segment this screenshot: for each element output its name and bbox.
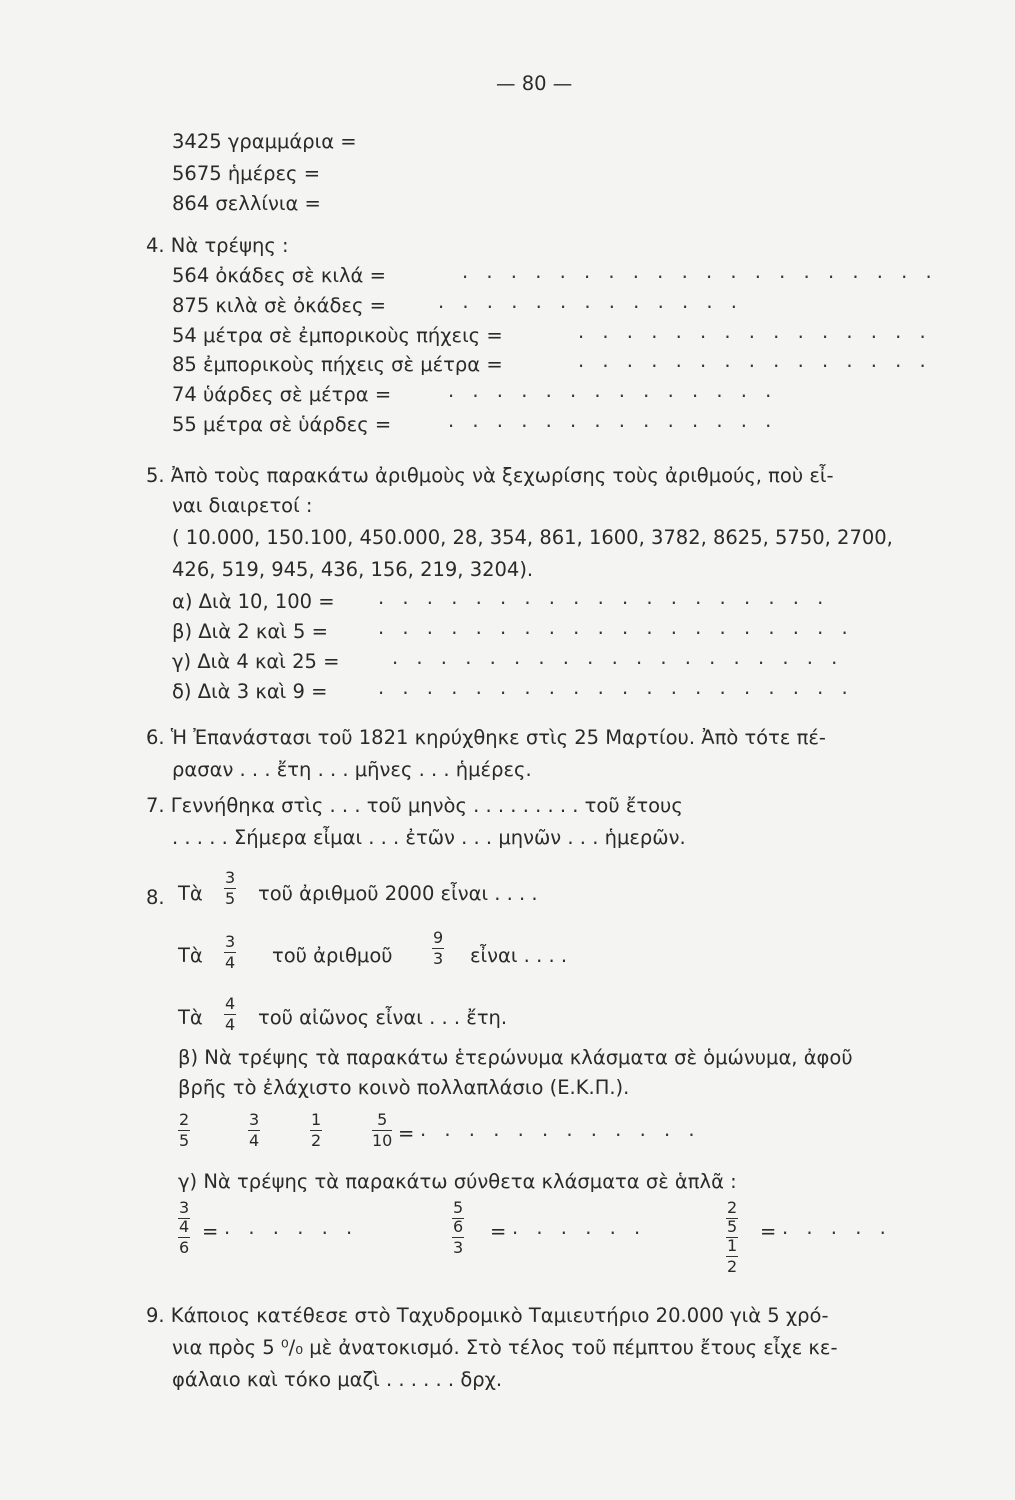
- ex8-row-1-fraction: $\frac{3}{5}$: [225, 868, 236, 908]
- exercise-6-line-2: ρασαν . . . ἔτη . . . μῆνες . . . ἡμέρες.: [172, 758, 532, 781]
- exercise-6-line-1: 6. Ἡ Ἐπανάστασι τοῦ 1821 κηρύχθηκε στὶς 25 Μαρτίου. Ἀπὸ τότε πέ-: [146, 726, 826, 749]
- ex4-row-6: 55 μέτρα σὲ ὑάρδες =: [172, 413, 392, 436]
- exercise-8c-line-1: γ) Νὰ τρέψης τὰ παρακάτω σύνθετα κλάσματα σὲ ἁπλᾶ :: [178, 1170, 737, 1193]
- ex4-row-6-dots: . . . . . . . . . . . . . .: [448, 409, 778, 432]
- ex8-row-2-text: εἶναι . . . .: [470, 944, 568, 967]
- conversion-line-grams: 3425 γραμμάρια =: [172, 130, 357, 153]
- ex4-row-1: 564 ὀκάδες σὲ κιλά =: [172, 264, 386, 287]
- ex5-row-b-dots: . . . . . . . . . . . . . . . . . . . .: [378, 616, 854, 639]
- ex4-row-2-dots: . . . . . . . . . . . . .: [438, 290, 743, 313]
- ex8-row-3-text: τοῦ αἰῶνος εἶναι . . . ἔτη.: [258, 1006, 508, 1029]
- exercise-9-line-2: νια πρὸς 5 ⁰/₀ μὲ ἀνατοκισμό. Στὸ τέλος τοῦ πέμπτου ἔτους εἶχε κε-: [172, 1336, 838, 1359]
- ex8-row-3-prefix: Τὰ: [178, 1006, 203, 1029]
- ex4-row-4: 85 ἐμπορικοὺς πήχεις σὲ μέτρα =: [172, 353, 503, 376]
- ex4-row-5-dots: . . . . . . . . . . . . . .: [448, 379, 778, 402]
- exercise-8-label: 8.: [146, 886, 165, 909]
- conversion-line-shillings: 864 σελλίνια =: [172, 192, 321, 215]
- exercise-9-line-3: φάλαιο καὶ τόκο μαζὶ . . . . . . δρχ.: [172, 1368, 503, 1391]
- ex8c-equals-1: =: [202, 1220, 219, 1243]
- ex4-row-3: 54 μέτρα σὲ ἐμπορικοὺς πήχεις =: [172, 324, 503, 347]
- page-number: — 80 —: [496, 72, 573, 95]
- exercise-5-line-1: 5. Ἀπὸ τοὺς παρακάτω ἀριθμοὺς νὰ ξεχωρίσης τοὺς ἀριθμούς, ποὺ εἶ-: [146, 464, 834, 487]
- ex8b-equals: =: [398, 1122, 415, 1145]
- exercise-8b-line-1: β) Νὰ τρέψης τὰ παρακάτω ἑτερώνυμα κλάσματα σὲ ὁμώνυμα, ἀφοῦ: [178, 1046, 853, 1069]
- ex8-row-1-text: τοῦ ἀριθμοῦ 2000 εἶναι . . . .: [258, 882, 538, 905]
- ex4-row-4-dots: . . . . . . . . . . . . . . .: [578, 349, 932, 372]
- ex5-row-c-dots: . . . . . . . . . . . . . . . . . . .: [392, 646, 844, 669]
- ex8-row-2-fraction: $\frac{3}{4}$: [225, 932, 236, 972]
- ex5-row-d: δ) Διὰ 3 καὶ 9 =: [172, 680, 328, 703]
- ex8c-equals-2: =: [490, 1220, 507, 1243]
- ex8-row-2-fraction-2: $\frac{9}{3}$: [433, 928, 444, 968]
- exercise-7-line-1: 7. Γεννήθηκα στὶς . . . τοῦ μηνὸς . . . . . . . . . τοῦ ἔτους: [146, 794, 683, 817]
- ex5-row-b: β) Διὰ 2 καὶ 5 =: [172, 620, 328, 643]
- ex8c-dots-1: . . . . . .: [224, 1216, 359, 1239]
- ex8c-compound-fraction-1: 3 4 6: [179, 1198, 190, 1257]
- ex8c-compound-fraction-3: 2 5 1 2: [727, 1198, 738, 1276]
- ex5-row-a: α) Διὰ 10, 100 =: [172, 590, 335, 613]
- ex4-row-1-dots: . . . . . . . . . . . . . . . . . . . .: [462, 260, 938, 283]
- exercise-9-line-1: 9. Κάποιος κατέθεσε στὸ Ταχυδρομικὸ Ταμιευτήριο 20.000 γιὰ 5 χρό-: [146, 1304, 829, 1327]
- ex8-row-1-prefix: Τὰ: [178, 882, 203, 905]
- exercise-8b-line-2: βρῆς τὸ ἐλάχιστο κοινὸ πολλαπλάσιο (Ε.Κ.Π.).: [178, 1076, 630, 1099]
- ex8c-equals-3: =: [760, 1220, 777, 1243]
- ex8c-dots-3: . . . . .: [782, 1216, 892, 1239]
- ex8-row-2-middle: τοῦ ἀριθμοῦ: [272, 944, 393, 967]
- ex8c-compound-fraction-2: 5 6 3: [453, 1198, 464, 1257]
- ex8b-dots: . . . . . . . . . . . .: [420, 1118, 701, 1141]
- conversion-line-days: 5675 ἡμέρες =: [172, 162, 321, 185]
- ex5-row-c: γ) Διὰ 4 καὶ 25 =: [172, 650, 340, 673]
- ex8b-fraction-2: $\frac{3}{4}$: [249, 1110, 260, 1150]
- ex5-row-a-dots: . . . . . . . . . . . . . . . . . . .: [378, 586, 830, 609]
- exercise-5-number-list-cont: 426, 519, 945, 436, 156, 219, 3204).: [172, 558, 534, 581]
- exercise-5-number-list: ( 10.000, 150.100, 450.000, 28, 354, 861, 1600, 3782, 8625, 5750, 2700,: [172, 526, 893, 549]
- ex8c-dots-2: . . . . . .: [512, 1216, 647, 1239]
- ex8-row-2-prefix: Τὰ: [178, 944, 203, 967]
- ex8-row-3-fraction: $\frac{4}{4}$: [225, 994, 236, 1034]
- ex4-row-5: 74 ὑάρδες σὲ μέτρα =: [172, 383, 392, 406]
- exercise-5-line-2: ναι διαιρετοί :: [172, 494, 313, 517]
- ex5-row-d-dots: . . . . . . . . . . . . . . . . . . . .: [378, 676, 854, 699]
- ex4-row-2: 875 κιλὰ σὲ ὀκάδες =: [172, 294, 386, 317]
- ex8b-fraction-4: $\frac{5}{10}$: [372, 1110, 393, 1150]
- exercise-7-line-2: . . . . . Σήμερα εἶμαι . . . ἐτῶν . . . μηνῶν . . . ἡμερῶν.: [172, 826, 686, 849]
- ex8b-fraction-3: $\frac{1}{2}$: [311, 1110, 322, 1150]
- ex4-row-3-dots: . . . . . . . . . . . . . . .: [578, 320, 932, 343]
- exercise-4-heading: 4. Νὰ τρέψης :: [146, 234, 289, 257]
- ex8b-fraction-1: $\frac{2}{5}$: [179, 1110, 190, 1150]
